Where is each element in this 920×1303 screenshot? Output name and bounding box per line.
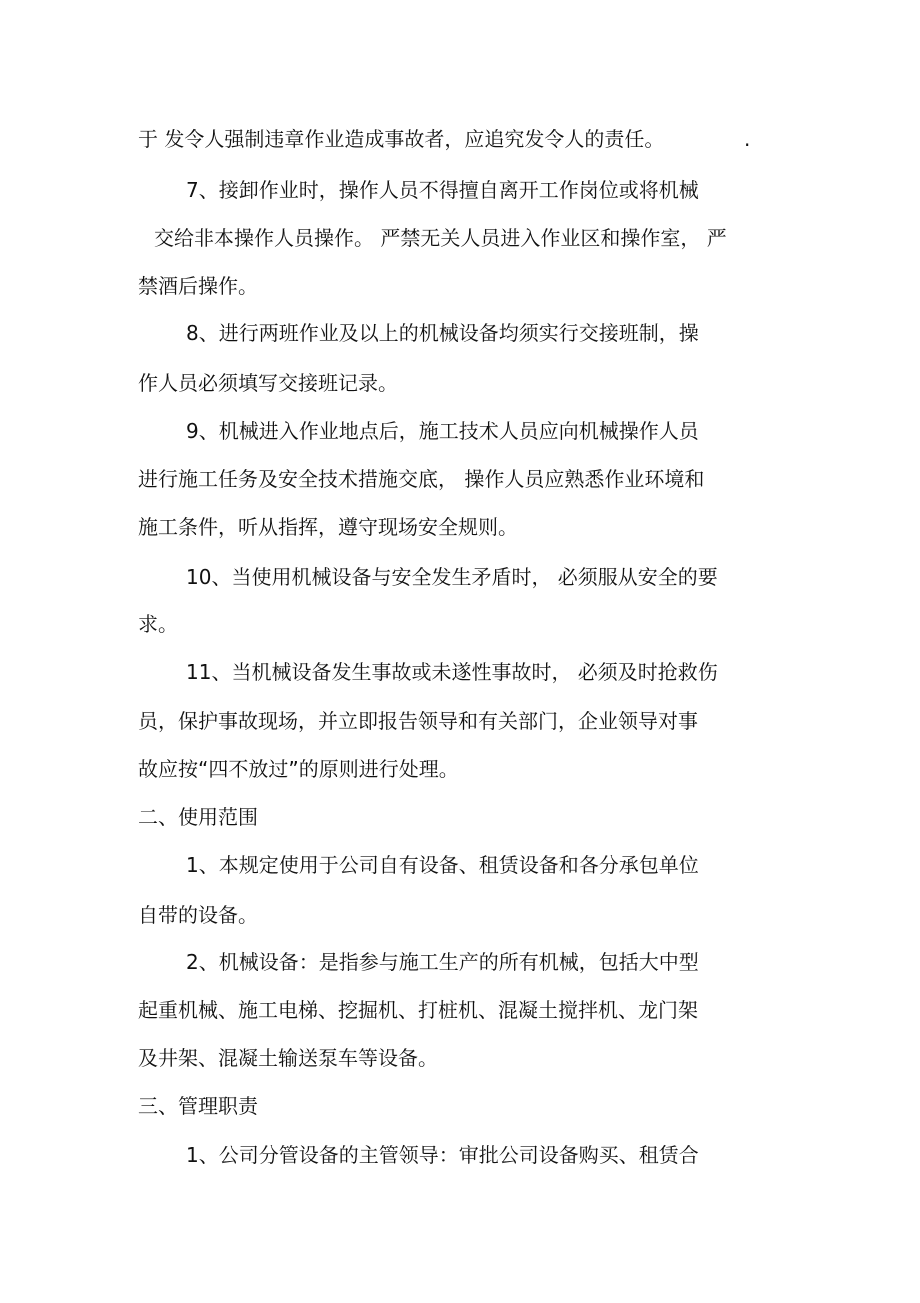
text-line-7: 9、机械进入作业地点后，施工技术人员应向机械操作人员 bbox=[186, 419, 699, 443]
trailing-period: . bbox=[744, 127, 751, 151]
text-line-9: 施工条件，听从指挥，遵守现场安全规则。 bbox=[138, 515, 518, 539]
text-line-13: 员，保护事故现场，并立即报告领导和有关部门，企业领导对事 bbox=[138, 709, 698, 733]
text-line-18: 2、机械设备：是指参与施工生产的所有机械，包括大中型 bbox=[186, 950, 699, 974]
text-line-5: 8、进行两班作业及以上的机械设备均须实行交接班制，操 bbox=[186, 321, 699, 345]
section-heading-duties: 三、管理职责 bbox=[138, 1094, 258, 1118]
text-line-8: 进行施工任务及安全技术措施交底， 操作人员应熟悉作业环境和 bbox=[138, 467, 705, 491]
text-line-19: 起重机械、施工电梯、挖掘机、打桩机、混凝土搅拌机、龙门架 bbox=[138, 998, 698, 1022]
text-line-4: 禁酒后操作。 bbox=[138, 274, 258, 298]
text-line-11: 求。 bbox=[138, 612, 178, 636]
text-line-3: 交给非本操作人员操作。 严禁无关人员进入作业区和操作室， 严 bbox=[154, 226, 727, 250]
text-line-2: 7、接卸作业时，操作人员不得擅自离开工作岗位或将机械 bbox=[186, 178, 699, 202]
text-line-16: 1、本规定使用于公司自有设备、租赁设备和各分承包单位 bbox=[186, 853, 699, 877]
text-line-6: 作人员必须填写交接班记录。 bbox=[138, 371, 398, 395]
text-line-10: 10、当使用机械设备与安全发生矛盾时， 必须服从安全的要 bbox=[186, 565, 718, 589]
text-line-17: 自带的设备。 bbox=[138, 903, 258, 927]
text-line-20: 及井架、混凝土输送泵车等设备。 bbox=[138, 1046, 438, 1070]
text-line-22: 1、公司分管设备的主管领导：审批公司设备购买、租赁合 bbox=[186, 1143, 699, 1167]
text-line-1: 于 发令人强制违章作业造成事故者，应追究发令人的责任。 bbox=[138, 127, 665, 151]
section-heading-scope: 二、使用范围 bbox=[138, 805, 258, 829]
text-line-12: 11、当机械设备发生事故或未遂性事故时， 必须及时抢救伤 bbox=[186, 660, 718, 684]
text-line-14: 故应按“四不放过”的原则进行处理。 bbox=[138, 757, 459, 781]
